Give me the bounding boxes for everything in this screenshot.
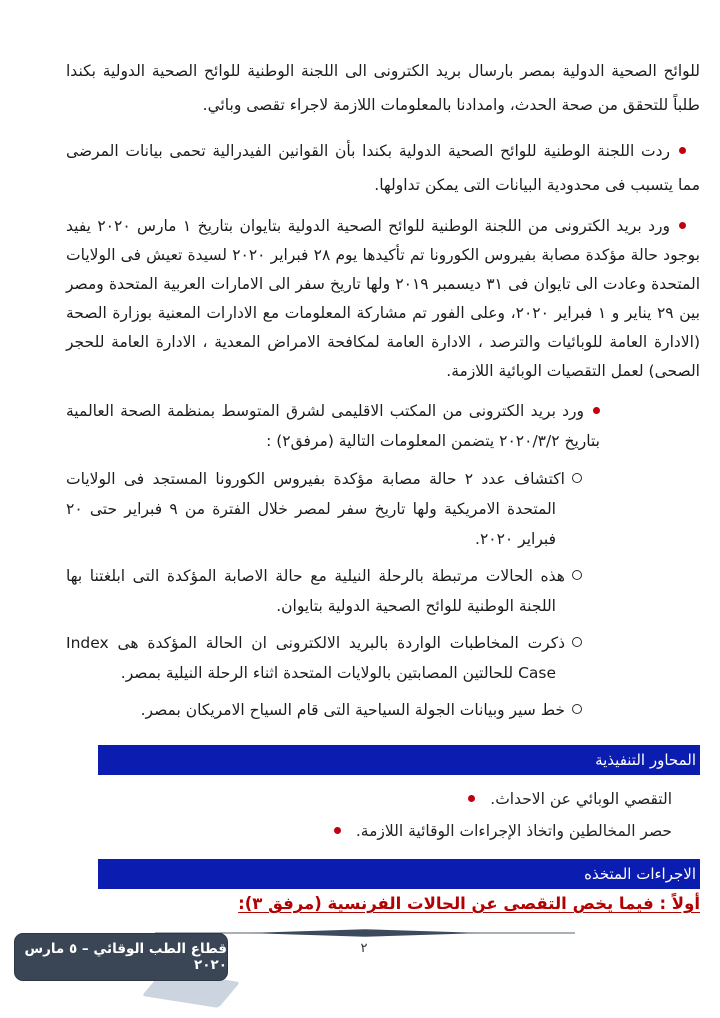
actions-first-heading-text: أولاً : فيما يخص التقصى عن الحالات الفرنسية (مرفق ٣): [238,894,700,913]
bullet-text: ردت اللجنة الوطنية للوائح الصحية الدولية بكندا بأن القوانين الفيدرالية تحمى بيانات المرضى مما يتسبب فى محدودية البيانات التى يمكن تداولها. [66,142,700,194]
sub-bullet-circle-icon [572,704,582,714]
intro-paragraph [66,54,700,122]
sub-bullet-item-index-case [66,628,582,688]
section-header-executive-axes [98,745,700,775]
bullet-dot-icon [468,795,475,802]
sub-bullet-text: اكتشاف عدد ٢ حالة مصابة مؤكدة بفيروس الكورونا المستجد فى الولايات المتحدة الامريكية ولها تاريخ سفر لمصر خلال الفترة من ٩ فبراير حتى ٢٠ فبراير ٢٠٢٠. [66,470,565,548]
sub-bullet-circle-icon [572,637,582,647]
section-title: الاجراءات المتخذه [584,865,696,883]
executive-items-list [98,775,700,846]
sub-bullet-text: خط سير وبيانات الجولة السياحية التى قام السياح الامريكان بمصر. [140,701,565,719]
intro-paragraph-text: للوائح الصحية الدولية بمصر بارسال بريد الكترونى الى اللجنة الوطنية للوائح الصحية الدولية بكندا طلباً للتحقق من صحة الحدث، وامدادنا بالمعلومات اللازمة لاجراء تقصى وبائي. [66,62,700,114]
bullet-item-taiwan-email [66,212,700,386]
bullet-dot-icon [679,222,686,229]
page-footer [0,905,720,1018]
bullet-text: ورد بريد الكترونى من المكتب الاقليمى لشرق المتوسط بمنظمة الصحة العالمية بتاريخ ٢٠٢٠/٣/٢ يتضمن المعلومات التالية (مرفق٢) : [66,402,600,450]
sub-bullet-circle-icon [572,570,582,580]
bullet-text: ورد بريد الكترونى من اللجنة الوطنية للوائح الصحية الدولية بتايوان بتاريخ ١ مارس ٢٠٢٠ يفيد بوجود حالة مؤكدة مصابة بفيروس الكورونا تم تأكيدها يوم ٢٨ فبراير ٢٠٢٠ لسيدة تعيش فى الولايات المتحدة وعادت الى تايوان فى ٣١ ديسمبر ٢٠١٩ ولها تاريخ سفر الى الامارات العربية المتحدة ومصر بين ٢٩ يناير و ١ فبراير ٢٠٢٠، وعلى الفور تم مشاركة المعلومات مع الادارات المعنية بوزارة الصحة (الادارة العامة للوبائيات والترصد ، الادارة العامة لمكافحة الامراض المعدية ، الادارة العامة للحجر الصحى) لعمل التقصيات الوبائية اللازمة. [66,217,700,380]
sub-bullet-circle-icon [572,473,582,483]
executive-item-contact-tracing [98,816,672,846]
footer-badge-label: قطاع الطب الوقائي – ٥ مارس ٢٠٢٠ [24,941,227,973]
bullet-item-who-email [66,396,700,456]
sub-bullet-item-itinerary [66,695,582,725]
sub-bullet-item-two-cases [66,464,582,554]
executive-item-text: التقصي الوبائي عن الاحداث. [490,790,672,808]
sub-bullet-text: ذكرت المخاطبات الواردة بالبريد الالكترونى ان الحالة المؤكدة هى Index Case للحالتين المصابتين بالولايات المتحدة اثناء الرحلة النيلية بمصر. [66,634,565,682]
sub-bullet-item-nile-cruise-link [66,561,582,621]
page-number: ٢ [360,941,368,956]
bullet-dot-icon [679,147,686,154]
section-header-actions-taken [98,859,700,889]
bullet-dot-icon [334,827,341,834]
body-content [66,54,700,732]
lower-sections [98,745,700,916]
executive-item-text: حصر المخالطين واتخاذ الإجراءات الوقائية اللازمة. [355,822,672,840]
bullet-item-canada-reply [66,134,700,202]
section-title: المحاور التنفيذية [595,751,696,769]
executive-item-epidemiological-investigation [98,784,672,814]
sub-bullet-text: هذه الحالات مرتبطة بالرحلة النيلية مع حالة الاصابة المؤكدة التى ابلغتنا بها اللجنة الوطنية للوائح الصحية الدولية بتايوان. [66,567,565,615]
footer-badge [14,933,228,981]
bullet-dot-icon [593,407,600,414]
